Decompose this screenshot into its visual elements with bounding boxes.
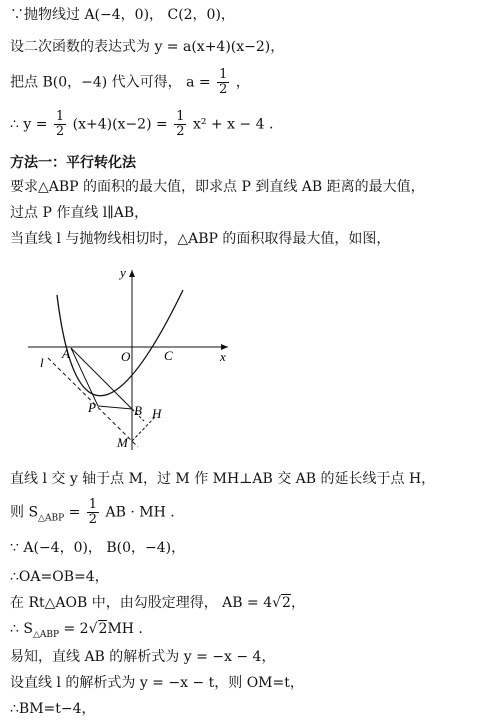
pythagoras-text: 在 Rt△AOB 中，由勾股定理得， AB = 4 xyxy=(10,595,273,611)
sqrt-value-2: 2 xyxy=(98,621,108,637)
line-oa-ob: ∴OA=OB=4， xyxy=(10,569,109,585)
parabola-curve xyxy=(57,290,183,396)
line-draw-parallel: 过点 P 作直线 l∥AB， xyxy=(10,205,149,221)
label-x: x xyxy=(220,349,226,364)
label-b: B xyxy=(134,403,142,418)
fraction-numerator: 1 xyxy=(176,109,185,124)
fraction-half-2 xyxy=(174,110,186,139)
expr-lead: ∴ y = xyxy=(10,116,48,133)
line-area-formula xyxy=(10,498,175,527)
line-goal: 要求△ABP 的面积的最大值，即求点 P 到直线 AB 距离的最大值， xyxy=(10,179,425,195)
area-equals: = xyxy=(64,504,81,521)
expr-middle: (x+4)(x−2) = xyxy=(72,116,168,133)
sqrt-value: 2 xyxy=(282,595,291,611)
fraction-denominator: 2 xyxy=(176,124,185,139)
area-mh-subscript: △ABP xyxy=(32,629,60,640)
segment-pb xyxy=(98,406,132,409)
fraction-numerator: 1 xyxy=(55,109,65,124)
line-substitute-tail: ， xyxy=(235,74,250,91)
segment-ap xyxy=(71,348,98,406)
fraction-numerator: 1 xyxy=(88,497,98,512)
line-perpendicular: 直线 l 交 y 轴于点 M，过 M 作 MH⊥AB 交 AB 的延长线于点 H， xyxy=(10,471,436,487)
expr-tail: x² + x − 4 . xyxy=(192,116,274,133)
line-final-expression xyxy=(10,110,273,139)
area-lead: 则 S xyxy=(10,504,39,521)
label-m: M xyxy=(117,435,128,450)
fraction-denominator: 2 xyxy=(55,124,65,139)
area-mh-lead: ∴ S xyxy=(10,621,33,637)
line-substitute-text: 把点 B(0，−4) 代入可得， a = xyxy=(10,74,211,91)
line-pythagoras: 在 Rt△AOB 中，由勾股定理得， AB = 4√2， xyxy=(10,595,305,611)
label-y: y xyxy=(120,265,126,280)
label-o: O xyxy=(121,349,131,364)
label-l: l xyxy=(40,355,44,370)
fraction-denominator: 2 xyxy=(88,512,98,527)
fraction-denominator: 2 xyxy=(219,82,228,97)
area-tail: AB · MH . xyxy=(105,504,175,521)
pythagoras-tail: ， xyxy=(290,595,305,611)
fraction-half-1 xyxy=(54,110,66,139)
line-assume-expression: 设二次函数的表达式为 y = a(x+4)(x−2)， xyxy=(10,39,285,55)
label-h: H xyxy=(152,406,162,421)
area-mh-tail: MH . xyxy=(107,621,143,637)
line-points-ab: ∵ A(−4，0)， B(0，−4)， xyxy=(10,540,186,556)
y-axis-arrow xyxy=(129,270,135,277)
method-heading: 方法一：平行转化法 xyxy=(10,155,136,171)
parabola-figure xyxy=(0,255,489,455)
line-l-expression: 设直线 l 的解析式为 y = −x − t，则 OM=t， xyxy=(10,675,304,691)
area-subscript: △ABP xyxy=(38,513,65,524)
line-ab-expression: 易知，直线 AB 的解析式为 y = −x − 4， xyxy=(10,649,276,665)
line-bm: ∴BM=t−4， xyxy=(10,701,96,717)
line-given-points: ∵抛物线过 A(−4，0)， C(2，0)， xyxy=(10,7,235,23)
line-area-mh: ∴ $S_{\triangle ABP} = 2√2MH$ . xyxy=(10,621,143,640)
area-mh-equals: = 2 xyxy=(59,621,89,637)
label-c: C xyxy=(164,348,173,363)
fraction-a xyxy=(217,68,229,97)
label-a: A xyxy=(62,346,70,361)
fraction-numerator: 1 xyxy=(219,67,228,82)
label-p: P xyxy=(88,400,96,415)
line-tangent: 当直线 l 与抛物线相切时，△ABP 的面积取得最大值，如图， xyxy=(10,231,391,247)
fraction-half-3 xyxy=(87,498,99,527)
line-substitute-b xyxy=(10,68,250,97)
